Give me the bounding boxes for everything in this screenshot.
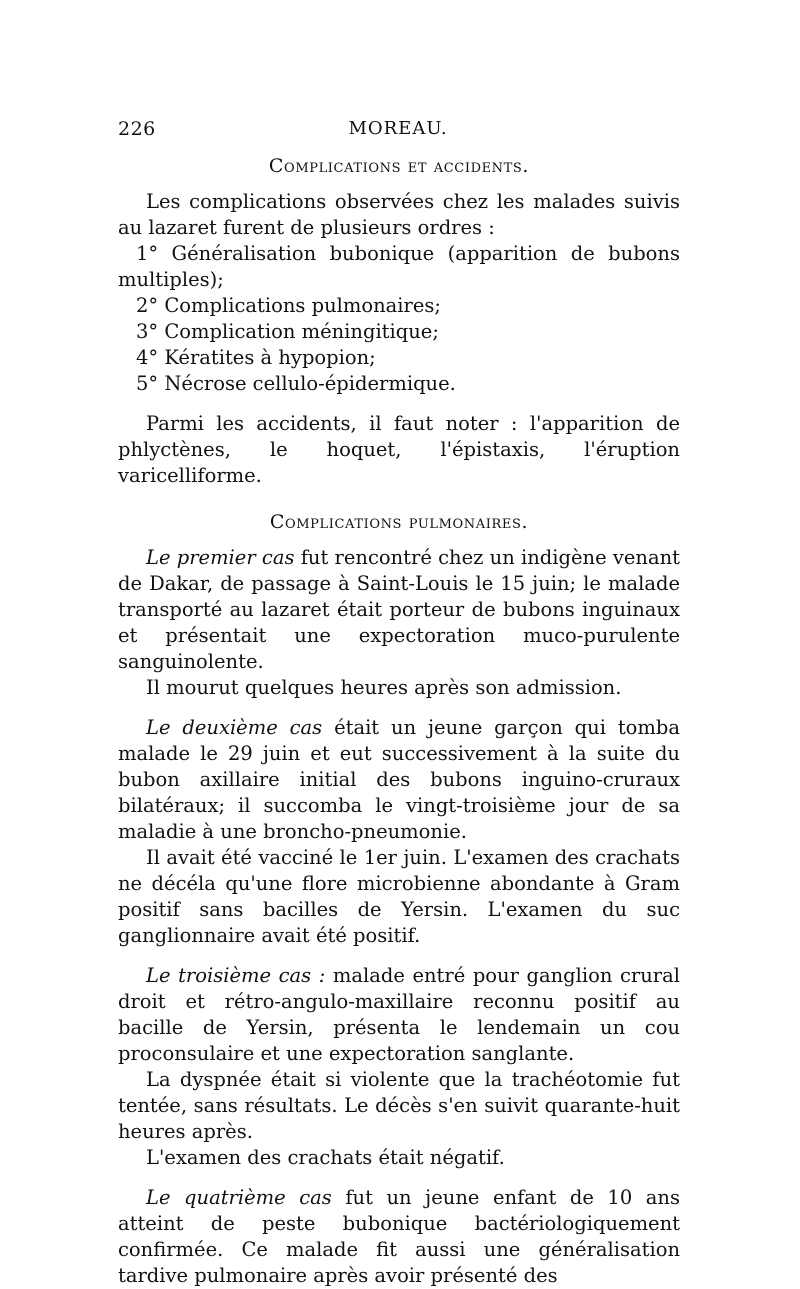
case-3-label: Le troisième cas : [146,964,326,987]
section-title-complications: Complications et accidents. [268,155,530,177]
page-number: 226 [118,118,156,140]
case-3-sputum: L'examen des crachats était négatif. [146,1146,505,1169]
complications-intro: Les complications observées chez les malades suivis au lazaret furent de plusieurs ordres : [118,190,680,239]
page-body [118,155,680,1289]
case-2-paragraph [118,715,680,845]
running-head: MOREAU. [348,118,448,139]
case-1-label: Le premier cas [146,546,295,569]
complication-item-3: 3° Complication méningitique; [136,320,439,343]
complication-item-4: 4° Kératites à hypopion; [136,346,376,369]
case-4-label: Le quatrième cas [146,1186,332,1209]
case-2-text: était un jeune garçon qui tomba malade le 29 juin et eut successivement à la suite du bubon axillaire initial des bubons inguino-cruraux bilatéraux; il succomba le vingt-troisième jour de sa maladie à une broncho-pneumonie. [118,716,680,843]
case-1-text: fut rencontré chez un indigène venant de Dakar, de passage à Saint-Louis le 15 juin; le malade transporté au lazaret était porteur de bubons inguinaux et présentait une expectoration muco-purulente sanguinolente. [118,546,681,673]
complication-item-2: 2° Complications pulmonaires; [136,294,441,317]
case-4-text: fut un jeune enfant de 10 ans atteint de peste bubonique bactériologiquement confirmée. Ce malade fit aussi une généralisation tardive pulmonaire après avoir présenté des [118,1186,680,1287]
case-2-vaccine: Il avait été vacciné le 1er juin. L'examen des crachats ne décéla qu'une flore microbienne abondante à Gram positif sans bacilles de Yersin. L'examen du suc ganglionnaire avait été positif. [118,846,680,947]
section-title-pulmonary: Complications pulmonaires. [269,511,529,533]
complication-item-5: 5° Nécrose cellulo-épidermique. [136,372,456,395]
case-1-paragraph [118,545,680,675]
case-3-text: malade entré pour ganglion crural droit et rétro-angulo-maxillaire reconnu positif au bacille de Yersin, présenta le lendemain un cou proconsulaire et une expectoration sanglante. [118,964,680,1065]
case-1-death: Il mourut quelques heures après son admission. [146,676,622,699]
page-header [118,118,678,146]
complication-item-1: 1° Généralisation bubonique (apparition de bubons multiples); [118,242,680,291]
case-2-label: Le deuxième cas [146,716,323,739]
case-3-dyspnea: La dyspnée était si violente que la trachéotomie fut tentée, sans résultats. Le décès s'en suivit quarante-huit heures après. [118,1068,680,1143]
case-3-paragraph [118,963,680,1067]
accidents-paragraph: Parmi les accidents, il faut noter : l'apparition de phlyctènes, le hoquet, l'épistaxis, l'éruption varicelliforme. [118,412,680,487]
case-4-paragraph [118,1185,680,1289]
